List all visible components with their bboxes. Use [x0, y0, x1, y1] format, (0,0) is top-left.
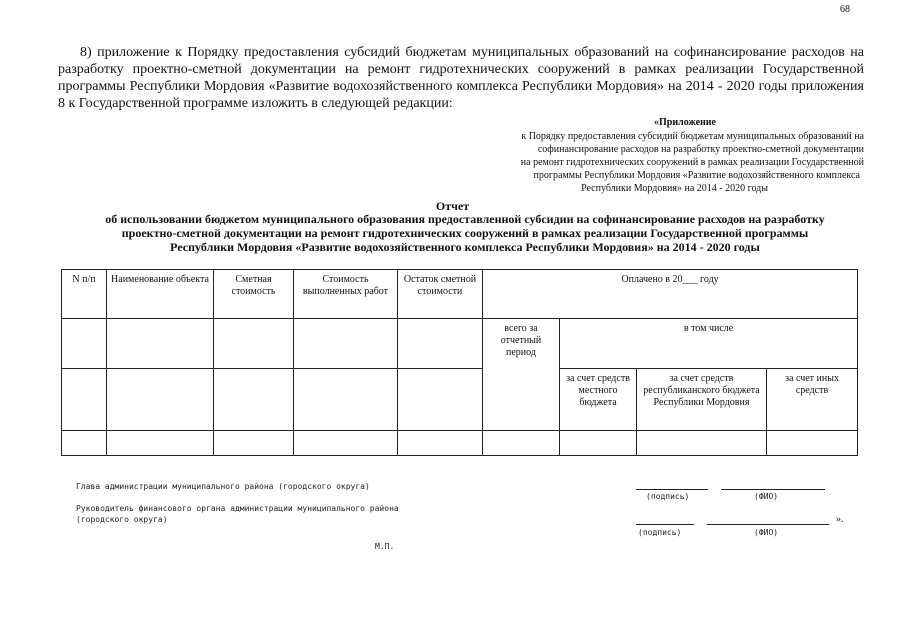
fio-line [721, 489, 825, 490]
header-total-period: всего за отчетный период [483, 319, 560, 431]
header-other-funds: за счет иных средств [767, 369, 858, 431]
table-cell [107, 319, 214, 369]
fio-caption: (ФИО) [754, 492, 779, 501]
table-cell [483, 431, 560, 456]
main-paragraph: 8) приложение к Порядку предоставления субсидий бюджетам муниципальных образований на софинансирование расходов на разработку проектно-сметной документации на ремонт гидротехнических сооружений в рамках реализации Государственной программы Республики Мордовия «Развитие водохозяйственного комплекса Республики Мордовия» на 2014 - 2020 годы приложения 8 к Государственной программе изложить в следующей редакции: [58, 45, 864, 111]
header-local-budget: за счет средств местного бюджета [560, 369, 637, 431]
header-including: в том числе [560, 319, 858, 369]
table-cell [398, 431, 483, 456]
table-cell [294, 369, 398, 431]
seal-mark: М.П. [375, 542, 395, 551]
page-number: 68 [840, 4, 850, 15]
header-estimated-cost: Сметная стоимость [214, 270, 294, 319]
head-admin-label: Глава администрации муниципального района (городского округа) [76, 482, 370, 491]
table-cell [294, 431, 398, 456]
table-cell [398, 369, 483, 431]
header-republic-budget: за счет средств республиканского бюджета Республики Мордовия [637, 369, 767, 431]
header-paid: Оплачено в 20___ году [483, 270, 858, 319]
finance-head-label [76, 503, 399, 525]
appendix-line: программы Республики Мордовия «Развитие водохозяйственного комплекса [533, 170, 860, 181]
fio-line [707, 524, 829, 525]
table-cell [107, 431, 214, 456]
header-object-name: Наименование объекта [107, 270, 214, 319]
signature-caption: (подпись) [646, 492, 690, 501]
fio-caption: (ФИО) [754, 528, 779, 537]
appendix-line: на ремонт гидротехнических сооружений в рамках реализации Государственной [520, 157, 864, 168]
appendix-title: «Приложение [654, 117, 716, 128]
appendix-text [446, 130, 864, 195]
table-cell [214, 431, 294, 456]
table-cell [767, 431, 858, 456]
finance-head-label-line: Руководитель финансового органа администрации муниципального района [76, 504, 399, 513]
report-title: Отчет [435, 199, 470, 213]
report-table [61, 269, 858, 456]
table-cell [214, 369, 294, 431]
signature-line [636, 524, 694, 525]
appendix-line: к Порядку предоставления субсидий бюджетам муниципальных образований на [521, 131, 864, 142]
table-cell [214, 319, 294, 369]
appendix-line: софинансирование расходов на разработку проектно-сметной документации [537, 144, 864, 155]
header-remaining-cost: Остаток сметной стоимости [398, 270, 483, 319]
table-cell [560, 431, 637, 456]
table-cell [62, 431, 107, 456]
header-number: N п/п [62, 270, 107, 319]
closing-mark: ». [836, 514, 844, 525]
table-cell [62, 369, 107, 431]
report-subtitle-line: проектно-сметной документации на ремонт гидротехнических сооружений в рамках реализации Государственной программы [121, 226, 809, 240]
finance-head-label-line: (городского округа) [76, 515, 168, 524]
report-subtitle-line: Республики Мордовия «Развитие водохозяйственного комплекса Республики Мордовия» на 2014 - 2020 годы [170, 240, 760, 254]
table-cell [398, 319, 483, 369]
table-cell [637, 431, 767, 456]
table-cell [294, 319, 398, 369]
table-cell [62, 319, 107, 369]
appendix-line: Республики Мордовия» на 2014 - 2020 годы [581, 183, 768, 194]
signature-caption: (подпись) [638, 528, 682, 537]
signature-line [636, 489, 708, 490]
report-subtitle-line: об использовании бюджетом муниципального образования предоставленной субсидии на софинансирование расходов на разработку [105, 212, 825, 226]
table-cell [107, 369, 214, 431]
header-works-cost: Стоимость выполненных работ [294, 270, 398, 319]
report-subtitle [70, 212, 860, 254]
